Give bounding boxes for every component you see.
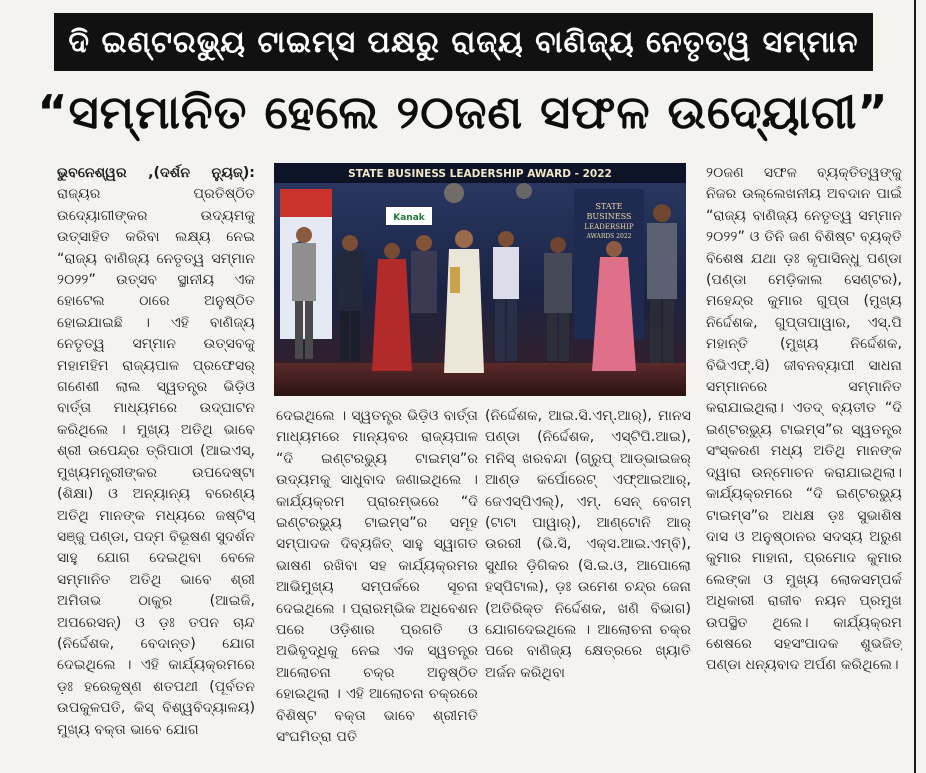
right-banner-line-2: BUSINESS xyxy=(586,212,632,221)
article-column-3 xyxy=(485,406,691,770)
trophy-icon xyxy=(450,267,460,293)
dateline: ଭୁବନେଶ୍ୱର ,(ଦର୍ଶନ ନ୍ୟୁଜ୍): xyxy=(57,165,255,181)
article-column-2 xyxy=(276,406,478,770)
person-5 xyxy=(444,230,484,373)
sponsor-logo-text: Kanak xyxy=(393,213,425,223)
stage-light xyxy=(444,183,464,203)
stage-title: STATE BUSINESS LEADERSHIP AWARD - 2022 xyxy=(348,168,612,180)
article-text-4: ୨୦ଜଣ ସଫଳ ବ୍ୟକ୍ତିତ୍ୱଙ୍କୁ ନିଜର ଉଲ୍ଲେଖନୀୟ ଅବଦାନ ପାଇଁ “ରାଜ୍ୟ ବାଣିଜ୍ୟ ନେତୃତ୍ୱ ସମ୍ମାନ ୨୦୨୨” ଓ ତିନି ଜଣ ବିଶିଷ୍ଟ ବ୍ୟକ୍ତି ବିଶେଷ ଯଥା ଡ଼ଃ କୃପାସିନ୍ଧୁ ପଣ୍ଡା (ପଣ୍ଡା ମେଡ଼ିକାଲ ସେଣ୍ଟର), ମହେନ୍ଦ୍ର କୁମାର ଗୁପ୍ତା (ମୁଖ୍ୟ ନିର୍ଦ୍ଦେଶକ, ଗୁପ୍ତାପାୱାର, ଏସ୍.ପି ମହାନ୍ତି (ମୁଖ୍ୟ ନିର୍ଦ୍ଦେଶକ, ବିଭିଏଫ୍.ସି) ଜୀବନବ୍ୟାପୀ ସାଧନା ସମ୍ମାନରେ ସମ୍ମାନିତ କରାଯାଇଥିଲା। ଏତଦ୍ ବ୍ୟତୀତ “ଦି ଇଣ୍ଟରଭ୍ୟୁ ଟାଇମ୍ସ”ର ସ୍ୱତନ୍ତ୍ର ସଂସ୍କରଣ ମଧ୍ୟ ଅତିଥି ମାନଙ୍କ ଦ୍ୱାରା ଉନ୍ମୋଚନ କରାଯାଇଥିଲା। କାର୍ଯ୍ୟକ୍ରମରେ “ଦି ଇଣ୍ଟରଭ୍ୟୁ ଟାଇମ୍ସ”ର ଅଧକ୍ଷ ଡ଼ଃ ସୁଭାଶିଷ ଦାସ ଓ ଅନୁଷ୍ଠାନର ସଦସ୍ୟ ଅରୁଣ କୁମାର ମାହାନା, ପ୍ରମୋଦ କୁମାର ଲେଙ୍କା ଓ ମୁଖ୍ୟ ଲୋକସମ୍ପର୍କ ଅଧିକାରୀ ରାଜୀବ ନୟନ ପ୍ରମୁଖ ଉପସ୍ଥିତ ଥିଲେ। କାର୍ଯ୍ୟକ୍ରମ ଶେଷରେ ସହସଂପାଦକ ଶୁଭଜିତ୍ ପଣ୍ଡା ଧନ୍ୟବାଦ ଅର୍ପଣ କରିଥିଲେ। xyxy=(706,165,902,674)
event-photo xyxy=(274,163,686,396)
kicker-text: ଦି ଇଣ୍ଟରଭ୍ୟୁ ଟାଇମ୍ସ ପକ୍ଷରୁ ରାଜ୍ୟ ବାଣିଜ୍ୟ ନେତୃତ୍ୱ ସମ୍ମାନ xyxy=(68,24,859,60)
left-standee-band xyxy=(280,189,332,217)
headline-text: “ସମ୍ମାନିତ ହେଲେ ୨୦ଜଣ ସଫଳ ଉଦ୍ୟୋଗୀ” xyxy=(37,85,889,139)
article-text-1: ରାଜ୍ୟର ପ୍ରତିଷ୍ଠିତ ଉଦ୍ୟୋଗୀଙ୍କର ଉଦ୍ୟମକୁ ଉତ୍ସାହିତ କରିବା ଲକ୍ଷ୍ୟ ନେଇ “ରାଜ୍ୟ ବାଣିଜ୍ୟ ନେତୃତ୍ୱ ସମ୍ମାନ ୨୦୨୨” ଉତ୍ସବ ସ୍ଥାନୀୟ ଏକ ହୋଟେଲ ଠାରେ ଅନୁଷ୍ଠିତ ହୋଇଯାଇଛି । ଏହି ବାଣିଜ୍ୟ ନେତୃତ୍ୱ ସମ୍ମାନ ଉତ୍ସବକୁ ମହାମହିମ ରାଜ୍ୟପାଳ ପ୍ରଫେସର୍ ଗଣେଶୀ ଲାଲ ସ୍ୱତନ୍ତ୍ର ଭିଡ଼ିଓ ବାର୍ତ୍ତା ମାଧ୍ୟମରେ ଉଦ୍‌ଘାଟନ କରିଥିଲେ । ମୁଖ୍ୟ ଅତିଥି ଭାବେ ଶ୍ରୀ ଉପେନ୍ଦ୍ର ତ୍ରିପାଠୀ (ଆଇଏସ୍, ମୁଖ୍ୟମନ୍ତ୍ରୀଙ୍କର ଉପଦେଷ୍ଟା (ଶିକ୍ଷା) ଓ ଅନ୍ୟାନ୍ୟ ବରେଣ୍ୟ ଅତିଥି ମାନଙ୍କ ମଧ୍ୟରେ ଜଷ୍ଟିସ୍ ସଞ୍ଜୁ ପଣ୍ଡା, ପଦ୍ମ ବିଭୂଷଣ ସୁଦର୍ଶନ ସାହୁ ଯୋଗ ଦେଇଥିବା ବେଳେ ସମ୍ମାନିତ ଅତିଥି ଭାବେ ଶ୍ରୀ ଅମିତାଭ ଠାକୁର (ଆଇଜି, ଅପରେସନ୍) ଓ ଡ଼ଃ ତପନ ଚାନ୍ଦ (ନିର୍ଦ୍ଦେଶକ, ବେଦାନ୍ତ) ଯୋଗ ଦେଇଥିଲେ । ଏହି କାର୍ଯ୍ୟକ୍ରମରେ ଡ଼ଃ ହରେକୃଷ୍ଣ ଶତପଥୀ (ପୂର୍ବତନ ଉପକୁଳପତି, କିସ୍ ବିଶ୍ୱବିଦ୍ୟାଳୟ) ମୁଖ୍ୟ ବକ୍ତା ଭାବେ ଯୋଗ xyxy=(57,186,255,738)
article-column-4 xyxy=(706,163,902,769)
award-ceremony-photo xyxy=(274,163,686,396)
right-banner-line-1: STATE xyxy=(595,202,623,211)
article-text-2: ଦେଇଥିଲେ । ସ୍ୱତନ୍ତ୍ର ଭିଡ଼ିଓ ବାର୍ତ୍ତା ମାଧ୍ୟମରେ ମାନ୍ୟବର ରାଜ୍ୟପାଳ “ଦି ଇଣ୍ଟରଭ୍ୟୁ ଟାଇମ୍ସ”ର ଉଦ୍ୟମକୁ ସାଧୁବାଦ ଜଣାଇଥିଲେ । କାର୍ଯ୍ୟକ୍ରମ ପ୍ରାରମ୍ଭରେ “ଦି ଇଣ୍ଟରଭ୍ୟୁ ଟାଇମ୍ସ”ର ସମୂହ ସମ୍ପାଦକ ଦିବ୍ୟଜିତ୍ ସାହୁ ସ୍ୱାଗତ ଭାଷଣ ରଖିବା ସହ କାର୍ଯ୍ୟକ୍ରମର ଆଭିମୁଖ୍ୟ ସମ୍ପର୍କରେ ସୂଚନା ଦେଇଥିଲେ । ପ୍ରାରମ୍ଭିକ ଅଧିବେଶନ ପରେ ଓଡ଼ିଶାର ପ୍ରଗତି ଓ ଅଭିବୃଦ୍ଧିକୁ ନେଇ ଏକ ସ୍ୱତନ୍ତ୍ର ଆଲୋଚନା ଚକ୍ର ଅନୁଷ୍ଠିତ ହୋଇଥିଲା । ଏହି ଆଲୋଚନା ଚକ୍ରରେ ବିଶିଷ୍ଟ ବକ୍ତା ଭାବେ ଶ୍ରୀମତି ସଂଘମିତ୍ରା ପତି xyxy=(276,408,478,746)
right-banner-line-3: LEADERSHIP xyxy=(584,223,634,231)
right-banner-line-4: AWARDS 2022 xyxy=(586,233,632,240)
article-column-1 xyxy=(57,163,255,769)
person-3 xyxy=(372,243,412,371)
article-text-3: (ନିର୍ଦ୍ଦେଶକ, ଆଇ.ସି.ଏମ୍.ଆର୍), ମାନସ ପଣ୍ଡା (ନିର୍ଦ୍ଦେଶକ, ଏସ୍‌ଟିପି.ଆଇ), ମନିସ୍ ଖରବନ୍ଦା (ଗ୍ରୁପ୍ ଆଡ୍‌ଭାଇଜର୍ ଆଣ୍ଡ କର୍ପୋରେଟ୍ ଏଫ୍‌ଆଇଆର୍, ଜେଏସ୍‌ପିଏଲ୍), ଏମ୍. ସେନ୍ ବେଗମ୍ (ଟାଟା ପାୱାର୍), ଆଣ୍ଟୋନି ଆର୍ ଉରରୀ (ଭି.ସି, ଏକ୍ସ.ଆଇ.ଏମ୍‌ବି), ସୁଧୀର ଡ଼ିଗିକର (ସି.ଇ.ଓ, ଆପୋଲୋ ହସ୍ପିଟାଲ), ଡ଼ଃ ଉମେଶ ଚନ୍ଦ୍ର ଜେନା (ଅତିରିକ୍ତ ନିର୍ଦ୍ଦେଶକ, ଖଣି ବିଭାଗ) ଯୋଗଦେଇଥିଲେ । ଆଲୋଚନା ଚକ୍ର ପରେ ବାଣିଜ୍ୟ କ୍ଷେତ୍ରରେ ଖ୍ୟାତି ଅର୍ଜନ କରିଥିବା xyxy=(485,408,691,681)
kicker-banner xyxy=(54,13,873,71)
headline xyxy=(37,74,889,152)
column-rule xyxy=(914,0,916,773)
stage-light xyxy=(516,183,532,199)
